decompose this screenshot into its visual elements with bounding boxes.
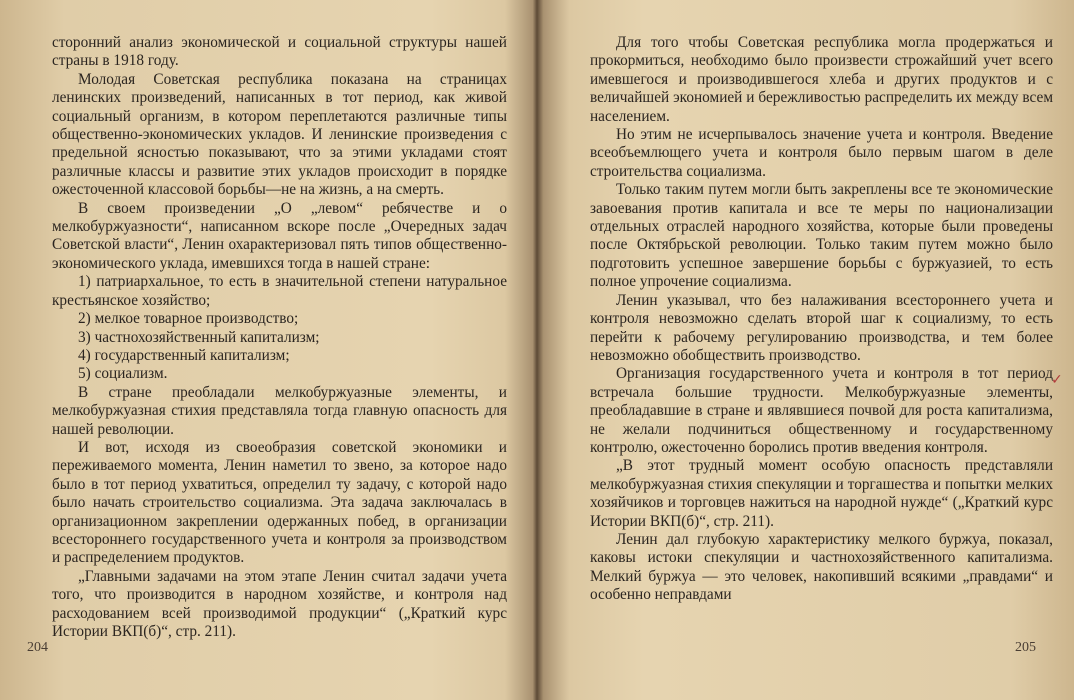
list-item: 2) мелкое товарное производство; bbox=[78, 310, 299, 328]
list-item: 1) патриархальное, то есть в значительной степени натуральное крестьянское хозяйство; bbox=[52, 273, 507, 309]
paragraph: Ленин указывал, что без налаживания всестороннего учета и контроля невозможно сделать второй шаг к социализму, то есть перейти к рабочему регулированию производства, и тем более невозможно обобществить производство. bbox=[590, 291, 1053, 364]
page-number: 204 bbox=[27, 640, 48, 655]
paragraph: сторонний анализ экономической и социальной структуры нашей страны в 1918 году. bbox=[52, 34, 507, 70]
list-item: 3) частнохозяйственный капитализм; bbox=[78, 328, 320, 346]
paragraph: И вот, исходя из своеобразия советской экономики и переживаемого момента, Ленин наметил то звено, за которое надо было в тот период ухватиться, определил ту задачу, с которой надо было начать строительство социализма. Эта задача заключалась в организационном закреплении одержанных побед, в организации всестороннего государственного учета и контроля за производством и распределением продуктов. bbox=[52, 438, 507, 567]
page-number: 205 bbox=[1015, 640, 1036, 655]
list-item: 5) социализм. bbox=[78, 365, 168, 383]
paragraph: Организация государственного учета и контроля в тот период встречала большие трудности. Мелкобуржуазные элементы, преобладавшие в стране и являвшиеся почвой для роста капитализма, не желали подчиниться общественному и государственному контролю, ожесточенно боролись против введения контроля. bbox=[590, 365, 1053, 456]
paragraph: Только таким путем могли быть закреплены все те экономические завоевания против капитала и все те меры по национализации отдельных отраслей народного хозяйства, которые были проведены после Октябрьской революции. Только таким путем можно было подготовить успешное завершение борьбы с буржуазией, то есть полное упрочение социализма. bbox=[590, 181, 1053, 291]
left-page-text bbox=[52, 34, 507, 641]
paragraph: „Главными задачами на этом этапе Ленин считал задачи учета того, что производится в народном хозяйстве, и контроля над расходованием всей производимой продукции“ („Краткий курс Истории ВКП(б)“, стр. 211). bbox=[52, 567, 507, 640]
paragraph: В своем произведении „О „левом“ ребячестве и о мелкобуржуазности“, написанном вскоре после „Очередных задач Советской власти“, Ленин охарактеризовал пять типов общественно-экономического уклада, имевшихся тогда в нашей стране: bbox=[52, 199, 507, 272]
paragraph: „В этот трудный момент особую опасность представляли мелкобуржуазная стихия спекуляции и торгашества и попытки мелких хозяйчиков и торговцев нажиться на народной нужде“ („Краткий курс Истории ВКП(б)“, стр. 211). bbox=[590, 457, 1053, 530]
paragraph: Молодая Советская республика показана на страницах ленинских произведений, написанных в тот период, как живой социальный организм, в котором переплетаются различные типы общественно-экономических укладов. И ленинские произведения с предельной ясностью показывают, что за этими укладами стоят различные классы и развитие этих укладов происходит в порядке ожесточенной классовой борьбы—не на жизнь, а на смерть. bbox=[52, 70, 507, 199]
right-page-text bbox=[590, 34, 1053, 605]
right-page bbox=[537, 0, 1074, 700]
pencil-check-mark-icon: ✓ bbox=[1051, 372, 1063, 388]
paragraph: Ленин дал глубокую характеристику мелкого буржуа, показал, каковы истоки спекуляции и частнохозяйственного капитализма. Мелкий буржуа — это человек, накопивший всякими „правдами“ и особенно неправдами bbox=[590, 530, 1053, 604]
paragraph: Но этим не исчерпывалось значение учета и контроля. Введение всеобъемлющего учета и контроля было первым шагом в деле строительства социализма. bbox=[590, 126, 1053, 180]
paragraph: Для того чтобы Советская республика могла продержаться и прокормиться, необходимо было произвести строжайший учет всего имевшегося и производившегося хлеба и других продуктов и с величайшей экономией и бережливостью распределить их между всем населением. bbox=[590, 34, 1053, 125]
list-item: 4) государственный капитализм; bbox=[78, 346, 290, 364]
paragraph: В стране преобладали мелкобуржуазные элементы, и мелкобуржуазная стихия представляла тогда главную опасность для нашей революции. bbox=[52, 383, 507, 438]
